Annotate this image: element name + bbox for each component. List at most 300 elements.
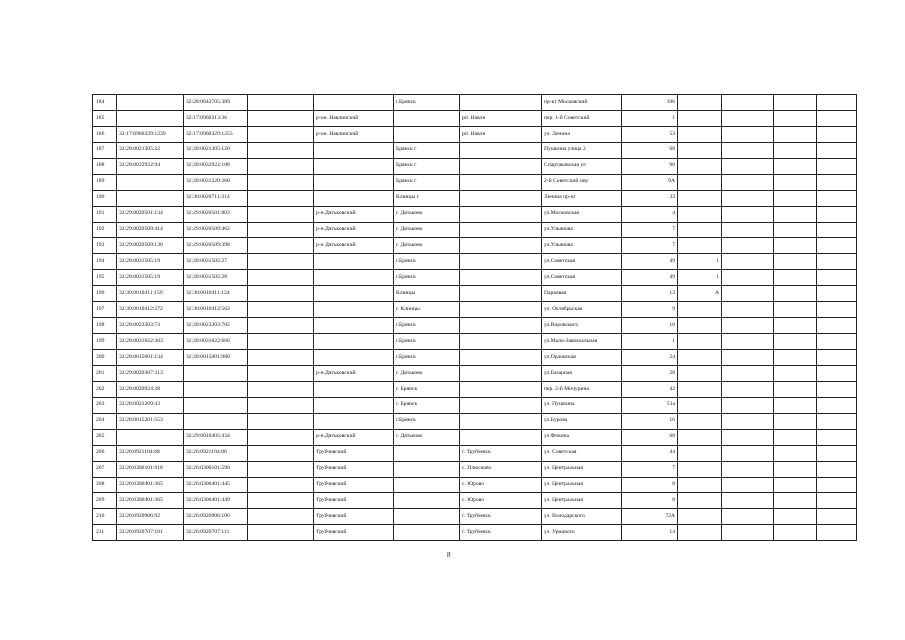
district-cell <box>314 318 394 334</box>
house-cell: 14 <box>622 525 678 541</box>
cadastral-building-cell: 32:28:0015001:980 <box>184 350 248 366</box>
empty-cell <box>248 477 314 493</box>
empty-cell <box>722 525 774 541</box>
empty-cell <box>774 365 817 381</box>
table-row <box>93 238 857 254</box>
city-cell: г. Клинцы <box>394 302 460 318</box>
house-cell: 68 <box>622 142 678 158</box>
table-row <box>93 318 857 334</box>
settlement-cell <box>460 286 542 302</box>
district-cell: Трубчевский <box>314 493 394 509</box>
cadastral-building-cell: 32:28:0031622:666 <box>184 334 248 350</box>
district-cell: р-н.Дятьковский <box>314 222 394 238</box>
cadastral-building-cell: 32:26:0920707:111 <box>184 525 248 541</box>
building-mark-cell <box>678 381 722 397</box>
settlement-cell <box>460 397 542 413</box>
settlement-cell: рп. Навля <box>460 126 542 142</box>
cadastral-parcel-cell: 32:28:0021209:43 <box>117 397 184 413</box>
district-cell: Трубчевский <box>314 525 394 541</box>
cadastral-building-cell: 32:29:0020509:462 <box>184 222 248 238</box>
settlement-cell <box>460 222 542 238</box>
table-row <box>93 477 857 493</box>
city-cell: г.Брянск <box>394 95 460 111</box>
empty-cell <box>774 445 817 461</box>
settlement-cell <box>460 206 542 222</box>
row-number-cell: 200 <box>93 350 117 366</box>
empty-cell <box>248 142 314 158</box>
row-number-cell: 208 <box>93 477 117 493</box>
empty-cell <box>722 206 774 222</box>
district-cell: р-н Дятьковский <box>314 238 394 254</box>
cadastral-parcel-cell: 32:29:0020509:414 <box>117 222 184 238</box>
empty-cell <box>722 222 774 238</box>
street-cell: ул.Советская <box>542 254 622 270</box>
table-row <box>93 445 857 461</box>
empty-cell <box>248 318 314 334</box>
empty-cell <box>817 334 857 350</box>
empty-cell <box>817 270 857 286</box>
street-cell: ул.Мало-Завокзальная <box>542 334 622 350</box>
table-row <box>93 206 857 222</box>
empty-cell <box>774 350 817 366</box>
table-row <box>93 95 857 111</box>
empty-cell <box>722 397 774 413</box>
house-cell: 42 <box>622 381 678 397</box>
row-number-cell: 197 <box>93 302 117 318</box>
street-cell: ул.Советская <box>542 270 622 286</box>
row-number-cell: 203 <box>93 397 117 413</box>
house-cell: 8 <box>622 493 678 509</box>
empty-cell <box>722 190 774 206</box>
district-cell: р-он. Навлинский <box>314 110 394 126</box>
row-number-cell: 209 <box>93 493 117 509</box>
cadastral-parcel-cell: 32:28:0031505:19 <box>117 254 184 270</box>
empty-cell <box>722 350 774 366</box>
empty-cell <box>817 286 857 302</box>
street-cell: ул. Советская <box>542 445 622 461</box>
row-number-cell: 199 <box>93 334 117 350</box>
empty-cell <box>722 270 774 286</box>
empty-cell <box>248 254 314 270</box>
row-number-cell: 184 <box>93 95 117 111</box>
cadastral-parcel-cell <box>117 110 184 126</box>
house-cell: 8 <box>622 477 678 493</box>
empty-cell <box>722 509 774 525</box>
cadastral-parcel-cell: 32:26:0920906:92 <box>117 509 184 525</box>
empty-cell <box>722 493 774 509</box>
row-number-cell: 188 <box>93 158 117 174</box>
empty-cell <box>722 238 774 254</box>
cadastral-building-cell: 32:29:0020509:398 <box>184 238 248 254</box>
settlement-cell: рп. Навля <box>460 110 542 126</box>
street-cell: Пушкина улица 2 <box>542 142 622 158</box>
street-cell: 2-й Советский пер <box>542 174 622 190</box>
settlement-cell <box>460 381 542 397</box>
row-number-cell: 194 <box>93 254 117 270</box>
empty-cell <box>817 429 857 445</box>
house-cell: 28 <box>622 365 678 381</box>
cadastral-building-cell: 32:30:0010412:563 <box>184 302 248 318</box>
house-cell: 51а <box>622 397 678 413</box>
district-cell <box>314 381 394 397</box>
cadastral-parcel-cell: 32:28:0020924:38 <box>117 381 184 397</box>
row-number-cell: 195 <box>93 270 117 286</box>
cadastral-parcel-cell: 32:28:0031505:19 <box>117 270 184 286</box>
cadastral-table <box>92 94 857 541</box>
city-cell: Брянск г <box>394 158 460 174</box>
row-number-cell: 202 <box>93 381 117 397</box>
empty-cell <box>817 222 857 238</box>
building-mark-cell <box>678 222 722 238</box>
empty-cell <box>248 206 314 222</box>
settlement-cell <box>460 95 542 111</box>
empty-cell <box>248 429 314 445</box>
cadastral-parcel-cell: 32:28:0015201:553 <box>117 413 184 429</box>
empty-cell <box>774 142 817 158</box>
table-body <box>93 95 857 541</box>
street-cell: ул.Ульянова <box>542 238 622 254</box>
building-mark-cell <box>678 95 722 111</box>
cadastral-parcel-cell: 32:26:0921104:68 <box>117 445 184 461</box>
empty-cell <box>248 445 314 461</box>
house-cell: 90 <box>622 158 678 174</box>
house-cell: 16 <box>622 413 678 429</box>
empty-cell <box>774 318 817 334</box>
empty-cell <box>774 461 817 477</box>
empty-cell <box>817 174 857 190</box>
table-row <box>93 174 857 190</box>
house-cell: 9А <box>622 174 678 190</box>
row-number-cell: 186 <box>93 126 117 142</box>
settlement-cell <box>460 365 542 381</box>
row-number-cell: 206 <box>93 445 117 461</box>
empty-cell <box>248 190 314 206</box>
cadastral-building-cell: 32:28:0031220:360 <box>184 174 248 190</box>
cadastral-building-cell: 32:28:0031505:27 <box>184 254 248 270</box>
city-cell: г. Дятьково <box>394 238 460 254</box>
empty-cell <box>817 126 857 142</box>
row-number-cell: 191 <box>93 206 117 222</box>
street-cell: ул.Фокина <box>542 429 622 445</box>
cadastral-parcel-cell: 32:17:0960329:1239 <box>117 126 184 142</box>
empty-cell <box>817 206 857 222</box>
cadastral-building-cell <box>184 397 248 413</box>
cadastral-parcel-cell: 32:28:0021305:22 <box>117 142 184 158</box>
empty-cell <box>817 238 857 254</box>
city-cell: г.Брянск <box>394 334 460 350</box>
empty-cell <box>774 509 817 525</box>
empty-cell <box>774 190 817 206</box>
empty-cell <box>817 110 857 126</box>
city-cell <box>394 525 460 541</box>
empty-cell <box>774 126 817 142</box>
settlement-cell: с. Юрово <box>460 477 542 493</box>
building-mark-cell <box>678 318 722 334</box>
district-cell: р-н.Дятьковский <box>314 206 394 222</box>
table-row <box>93 190 857 206</box>
page-number: 8 <box>447 551 451 559</box>
empty-cell <box>248 302 314 318</box>
empty-cell <box>817 350 857 366</box>
row-number-cell: 201 <box>93 365 117 381</box>
house-cell: 1 <box>622 334 678 350</box>
empty-cell <box>722 142 774 158</box>
cadastral-building-cell: 32:30:0010411:124 <box>184 286 248 302</box>
street-cell: ул. Ленина <box>542 126 622 142</box>
district-cell <box>314 302 394 318</box>
cadastral-parcel-cell: 32:28:0023303:73 <box>117 318 184 334</box>
street-cell: пр-кт Московский <box>542 95 622 111</box>
empty-cell <box>774 302 817 318</box>
empty-cell <box>722 381 774 397</box>
row-number-cell: 210 <box>93 509 117 525</box>
building-mark-cell: 1 <box>678 254 722 270</box>
table-row <box>93 158 857 174</box>
table-row <box>93 254 857 270</box>
row-number-cell: 189 <box>93 174 117 190</box>
settlement-cell <box>460 318 542 334</box>
district-cell <box>314 95 394 111</box>
city-cell: Брянск г <box>394 142 460 158</box>
cadastral-parcel-cell: 32:26:0300101:618 <box>117 461 184 477</box>
empty-cell <box>774 477 817 493</box>
empty-cell <box>774 381 817 397</box>
street-cell: пер. 1-й Советский <box>542 110 622 126</box>
cadastral-parcel-cell: 32:29:0020307:313 <box>117 365 184 381</box>
street-cell: Парковая <box>542 286 622 302</box>
city-cell: Клинцы г <box>394 190 460 206</box>
empty-cell <box>722 158 774 174</box>
empty-cell <box>248 381 314 397</box>
street-cell: ул.Воровского <box>542 318 622 334</box>
empty-cell <box>248 270 314 286</box>
district-cell <box>314 158 394 174</box>
settlement-cell <box>460 158 542 174</box>
street-cell: пер. 2-й Мичурина <box>542 381 622 397</box>
empty-cell <box>817 254 857 270</box>
city-cell <box>394 461 460 477</box>
settlement-cell <box>460 413 542 429</box>
row-number-cell: 207 <box>93 461 117 477</box>
empty-cell <box>248 334 314 350</box>
district-cell <box>314 334 394 350</box>
empty-cell <box>722 365 774 381</box>
empty-cell <box>774 110 817 126</box>
street-cell: ул.Орловская <box>542 350 622 366</box>
empty-cell <box>817 95 857 111</box>
row-number-cell: 193 <box>93 238 117 254</box>
building-mark-cell <box>678 461 722 477</box>
empty-cell <box>774 397 817 413</box>
empty-cell <box>774 95 817 111</box>
table-row <box>93 334 857 350</box>
row-number-cell: 205 <box>93 429 117 445</box>
building-mark-cell <box>678 174 722 190</box>
cadastral-building-cell: 32:29:0010405:434 <box>184 429 248 445</box>
empty-cell <box>774 286 817 302</box>
house-cell: 44 <box>622 445 678 461</box>
cadastral-parcel-cell: 32:29:0020501:134 <box>117 206 184 222</box>
district-cell <box>314 270 394 286</box>
cadastral-parcel-cell <box>117 190 184 206</box>
table-row <box>93 397 857 413</box>
building-mark-cell <box>678 334 722 350</box>
table-row <box>93 509 857 525</box>
cadastral-building-cell: 32:26:0920906:100 <box>184 509 248 525</box>
house-cell: 1 <box>622 110 678 126</box>
empty-cell <box>248 174 314 190</box>
table-row <box>93 350 857 366</box>
building-mark-cell <box>678 477 722 493</box>
empty-cell <box>722 126 774 142</box>
empty-cell <box>722 429 774 445</box>
building-mark-cell <box>678 190 722 206</box>
row-number-cell: 196 <box>93 286 117 302</box>
house-cell: 13 <box>622 286 678 302</box>
city-cell <box>394 110 460 126</box>
building-mark-cell <box>678 206 722 222</box>
empty-cell <box>817 365 857 381</box>
city-cell <box>394 493 460 509</box>
district-cell <box>314 254 394 270</box>
empty-cell <box>817 302 857 318</box>
building-mark-cell <box>678 413 722 429</box>
empty-cell <box>817 493 857 509</box>
cadastral-building-cell: 32:17:0960313:36 <box>184 110 248 126</box>
empty-cell <box>248 493 314 509</box>
cadastral-parcel-cell: 32:26:0300401:365 <box>117 493 184 509</box>
building-mark-cell: А <box>678 286 722 302</box>
table-row <box>93 126 857 142</box>
empty-cell <box>817 477 857 493</box>
city-cell: Клинцы <box>394 286 460 302</box>
empty-cell <box>774 334 817 350</box>
empty-cell <box>774 413 817 429</box>
building-mark-cell <box>678 350 722 366</box>
city-cell: г.Брянск <box>394 270 460 286</box>
empty-cell <box>817 158 857 174</box>
empty-cell <box>817 381 857 397</box>
cadastral-parcel-cell: 32:26:0920707:101 <box>117 525 184 541</box>
settlement-cell <box>460 302 542 318</box>
empty-cell <box>817 525 857 541</box>
cadastral-building-cell: 32:28:0042705:389 <box>184 95 248 111</box>
settlement-cell <box>460 254 542 270</box>
empty-cell <box>774 493 817 509</box>
building-mark-cell <box>678 110 722 126</box>
empty-cell <box>248 461 314 477</box>
street-cell: ул. Пушкина <box>542 397 622 413</box>
city-cell <box>394 509 460 525</box>
house-cell: 24 <box>622 350 678 366</box>
empty-cell <box>248 413 314 429</box>
district-cell: Трубчевский <box>314 509 394 525</box>
city-cell: Брянск г <box>394 174 460 190</box>
empty-cell <box>248 350 314 366</box>
empty-cell <box>248 365 314 381</box>
street-cell: ул.Московская <box>542 206 622 222</box>
empty-cell <box>817 142 857 158</box>
empty-cell <box>817 318 857 334</box>
building-mark-cell <box>678 493 722 509</box>
street-cell: ул. Володарского <box>542 509 622 525</box>
settlement-cell <box>460 142 542 158</box>
city-cell: г. Брянск <box>394 397 460 413</box>
settlement-cell: г. Трубчевск <box>460 509 542 525</box>
house-cell: 53 <box>622 126 678 142</box>
building-mark-cell <box>678 302 722 318</box>
street-cell: ул.Базарная <box>542 365 622 381</box>
empty-cell <box>817 413 857 429</box>
table-row <box>93 429 857 445</box>
district-cell: Трубчевский <box>314 445 394 461</box>
row-number-cell: 190 <box>93 190 117 206</box>
city-cell: г.Брянск <box>394 350 460 366</box>
building-mark-cell <box>678 429 722 445</box>
settlement-cell: с. Юрово <box>460 493 542 509</box>
row-number-cell: 187 <box>93 142 117 158</box>
empty-cell <box>774 206 817 222</box>
table-row <box>93 365 857 381</box>
cadastral-parcel-cell: 32:28:0015001:134 <box>117 350 184 366</box>
table-row <box>93 286 857 302</box>
empty-cell <box>817 397 857 413</box>
table-row <box>93 381 857 397</box>
table-row <box>93 461 857 477</box>
cadastral-building-cell: 32:26:0300401:445 <box>184 477 248 493</box>
street-cell: ул.Ульянова <box>542 222 622 238</box>
street-cell: ул. Центральная <box>542 493 622 509</box>
house-cell: 68 <box>622 429 678 445</box>
street-cell: ул.Бурова <box>542 413 622 429</box>
cadastral-building-cell: 32:17:0960329:1255 <box>184 126 248 142</box>
table-row <box>93 413 857 429</box>
street-cell: ул. Центральная <box>542 477 622 493</box>
city-cell: г. Дятьково <box>394 365 460 381</box>
district-cell <box>314 174 394 190</box>
cadastral-parcel-cell: 32:28:0032922:94 <box>117 158 184 174</box>
district-cell: р-н.Дятьковский <box>314 365 394 381</box>
district-cell: р-он. Навлинский <box>314 126 394 142</box>
settlement-cell <box>460 270 542 286</box>
settlement-cell: г. Трубчевск <box>460 445 542 461</box>
empty-cell <box>774 238 817 254</box>
empty-cell <box>248 286 314 302</box>
row-number-cell: 185 <box>93 110 117 126</box>
empty-cell <box>722 254 774 270</box>
building-mark-cell <box>678 142 722 158</box>
cadastral-parcel-cell: 32:30:0010411:159 <box>117 286 184 302</box>
empty-cell <box>248 397 314 413</box>
empty-cell <box>722 286 774 302</box>
cadastral-building-cell: 32:26:0300401:449 <box>184 493 248 509</box>
house-cell: 7 <box>622 461 678 477</box>
empty-cell <box>722 461 774 477</box>
street-cell: Ленина пр-кт <box>542 190 622 206</box>
empty-cell <box>722 174 774 190</box>
district-cell <box>314 350 394 366</box>
empty-cell <box>817 509 857 525</box>
table-row <box>93 110 857 126</box>
district-cell <box>314 142 394 158</box>
empty-cell <box>817 445 857 461</box>
settlement-cell <box>460 350 542 366</box>
cadastral-parcel-cell: 32:28:0031622:303 <box>117 334 184 350</box>
city-cell <box>394 477 460 493</box>
empty-cell <box>774 270 817 286</box>
empty-cell <box>722 477 774 493</box>
building-mark-cell <box>678 365 722 381</box>
